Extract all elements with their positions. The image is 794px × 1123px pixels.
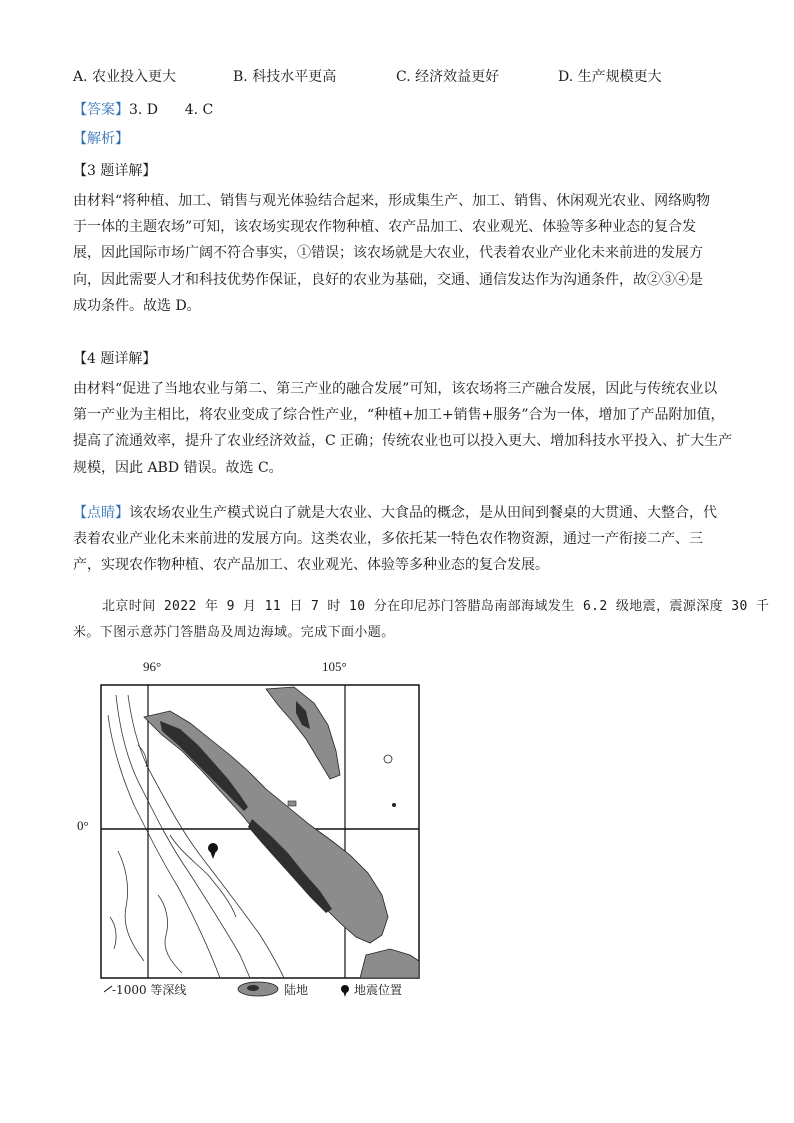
stem-line: 北京时间 2022 年 9 月 11 日 7 时 10 分在印尼苏门答腊岛南部海域发生 6.2 级地震，震源深度 30 千 [102, 599, 770, 614]
comment-line: 该农场农业生产模式说白了就是大农业、大食品的概念，是从田间到餐桌的大贯通、大整合，代 [129, 505, 717, 521]
stem-line: 米。下图示意苏门答腊岛及周边海域。完成下面小题。 [73, 625, 395, 640]
q3-explanation [73, 188, 723, 319]
q4-line: 由材料“促进了当地农业与第二、第三产业的融合发展”可知，该农场将三产融合发展，因此与传统农业以 [73, 381, 718, 397]
q3-line: 展，因此国际市场广阔不符合事实，①错误；该农场就是大农业，代表着农业产业化未来前进的发展方 [73, 245, 703, 262]
sumatra-map-figure [70, 655, 430, 1005]
land-legend-label: 陆地 [284, 983, 309, 997]
q3-heading: 【3 题详解】 [73, 163, 157, 179]
map-graphic [70, 655, 430, 1005]
option-c[interactable]: C. 经济效益更好 [396, 69, 500, 85]
q3-line: 向，因此需要人才和科技优势作保证，良好的农业为基础，交通、通信发达作为沟通条件，故②③④是 [73, 271, 703, 288]
q4-heading: 【4 题详解】 [73, 351, 157, 367]
comment-line: 表着农业产业化未来前进的发展方向。这类农业，多依托某一特色农作物资源，通过一产衔接二产、三 [73, 531, 703, 548]
option-d[interactable]: D. 生产规模更大 [558, 69, 662, 85]
q3-line: 于一体的主题农场”可知，该农场实现农作物种植、农产品加工、农业观光、体验等多种业态的复合发 [73, 219, 697, 236]
lon-105-label: 105° [322, 659, 347, 674]
isobath-label: 等深线 [150, 983, 187, 997]
answer-q4: 4. C [184, 102, 214, 118]
question-stem [73, 594, 770, 646]
small-island [392, 803, 396, 807]
q4-line: 规模，因此 ABD 错误。故选 C。 [73, 459, 283, 476]
comment-block [73, 500, 723, 579]
isobath-legend-icon [104, 986, 112, 992]
option-a[interactable]: A. 农业投入更大 [73, 69, 177, 85]
lon-96-label: 96° [143, 659, 162, 674]
q4-explanation [73, 376, 733, 481]
answer-line [73, 99, 213, 119]
option-b[interactable]: B. 科技水平更高 [233, 69, 337, 85]
quake-legend-label: 地震位置 [354, 983, 403, 997]
small-island [288, 801, 296, 806]
analysis-tag: 【解析】 [73, 131, 129, 147]
comment-line: 产，实现农作物种植、农产品加工、农业观光、体验等多种业态的复合发展。 [73, 557, 549, 574]
q4-line: 提高了流通效率，提升了农业经济效益，C 正确；传统农业也可以投入更大、增加科技水平投入、扩大生产 [73, 433, 733, 450]
mountain-legend-icon [247, 985, 259, 991]
question-options [73, 66, 733, 88]
isobath-legend [112, 981, 186, 998]
q4-line: 第一产业为主相比，将农业变成了综合性产业，“种植+加工+销售+服务”合为一体，增加了产品附加值， [73, 407, 725, 424]
comment-tag: 【点睛】 [73, 505, 129, 521]
isobath-value: -1000 [112, 983, 147, 997]
q3-line: 成功条件。故选 D。 [73, 297, 201, 314]
q3-line: 由材料“将种植、加工、销售与观光体验结合起来，形成集生产、加工、销售、休闲观光农业、网络购物 [73, 193, 711, 209]
lat-equator-label: 0° [77, 818, 89, 833]
answer-q3: 3. D [129, 102, 159, 118]
answer-tag: 【答案】 [73, 102, 129, 118]
